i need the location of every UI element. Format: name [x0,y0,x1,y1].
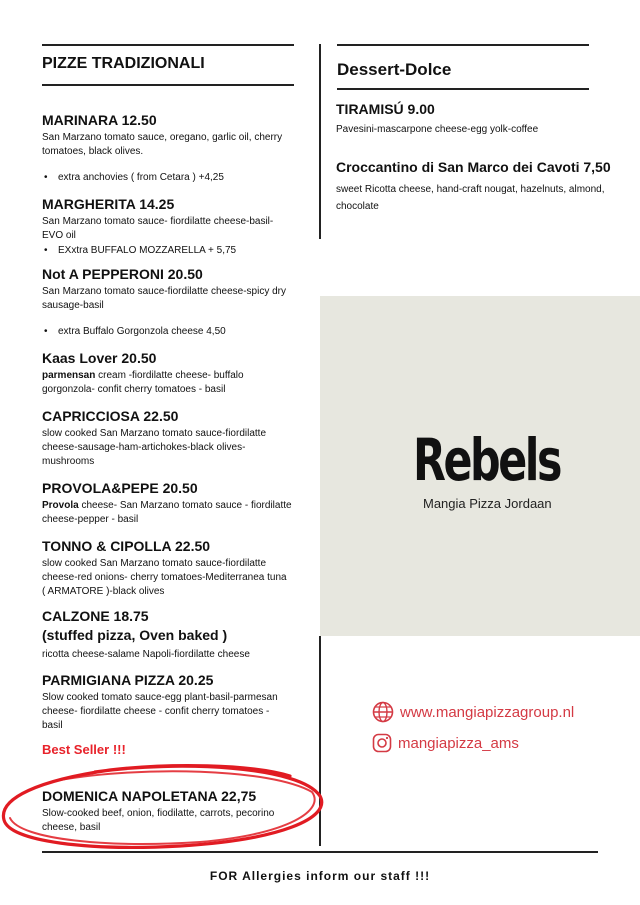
item-desc [42,499,292,527]
dessert-desc: Pavesini-mascarpone cheese-egg yolk-coffee [336,124,539,135]
item-desc: San Marzano tomato sauce- fiordilatte cheese-basil-EVO oil [42,216,274,241]
item-extra: • EXxtra BUFFALO MOZZARELLA + 5,75 [42,244,292,257]
instagram-icon [372,733,392,753]
item-desc: Slow cooked tomato sauce-egg plant-basil-parmesan cheese- fiordilatte cheese - confit cherry tomatoes - basil [42,692,278,731]
rebels-logo: Rebels [413,426,561,494]
website-text: www.mangiapizzagroup.nl [400,703,575,721]
item-desc: San Marzano tomato sauce-fiordilatte cheese-spicy dry sausage-basil [42,286,287,311]
dessert-item-croccantino [336,159,626,215]
item-name: MARGHERITA 14.25 [42,196,175,212]
item-desc-bold: Provola [42,500,79,511]
menu-item-tonno-cipolla [42,538,292,599]
item-name: Not A PEPPERONI 20.50 [42,266,203,282]
item-desc: slow cooked San Marzano tomato sauce-fiordilatte cheese-sausage-ham-artichokes-black olives-mushrooms [42,428,267,467]
item-desc-rest: cheese- San Marzano tomato sauce - fiordilatte cheese-pepper - basil [42,500,292,525]
item-desc: San Marzano tomato sauce, oregano, garlic oil, cherry tomatoes, black olives. [42,132,283,157]
item-name: CALZONE 18.75 [42,608,149,624]
item-name: TONNO & CIPOLLA 22.50 [42,538,211,554]
pizza-section-title: PIZZE TRADIZIONALI [42,55,205,72]
dessert-name: TIRAMISÚ 9.00 [336,101,435,117]
menu-item-capricciosa [42,408,292,469]
right-title-rule-top [337,44,589,46]
globe-icon [372,701,394,723]
menu-item-parmigiana [42,672,292,733]
menu-item-margherita [42,196,292,257]
menu-item-calzone [42,608,292,662]
dessert-name: Croccantino di San Marco dei Cavoti 7,50 [336,159,611,175]
item-extra: • extra anchovies ( from Cetara ) +4,25 [42,171,292,184]
item-name: DOMENICA NAPOLETANA 22,75 [42,788,257,804]
item-desc: ricotta cheese-salame Napoli-fiordilatte cheese [42,649,250,660]
item-name: PARMIGIANA PIZZA 20.25 [42,672,214,688]
item-desc-bold: parmensan [42,370,96,381]
menu-item-domenica-napoletana [42,788,282,835]
right-title-rule-bottom [337,88,589,90]
instagram-text: mangiapizza_ams [398,734,519,752]
menu-item-marinara [42,112,292,184]
left-title-rule-bottom [42,84,294,86]
item-desc [42,369,292,397]
best-seller-label: Best Seller !!! [42,742,126,757]
brand-tagline: Mangia Pizza Jordaan [423,496,552,511]
item-name: PROVOLA&PEPE 20.50 [42,480,198,496]
menu-item-provola-pepe [42,480,292,527]
instagram-link[interactable] [372,733,519,753]
item-name: Kaas Lover 20.50 [42,350,157,366]
left-title-rule-top [42,44,294,46]
item-name: MARINARA 12.50 [42,112,157,128]
item-name: CAPRICCIOSA 22.50 [42,408,179,424]
item-desc-rest: cream -fiordilatte cheese- buffalo gorgonzola- confit cherry tomatoes - basil [42,370,244,395]
footer-rule [42,851,598,853]
item-extra: • extra Buffalo Gorgonzola cheese 4,50 [42,325,292,338]
allergy-notice: FOR Allergies inform our staff !!! [209,869,431,883]
menu-item-not-a-pepperoni [42,266,292,338]
item-desc: Slow-cooked beef, onion, fiodilatte, carrots, pecorino cheese, basil [42,808,275,833]
dessert-section-title: Dessert-Dolce [337,60,452,79]
item-desc: slow cooked San Marzano tomato sauce-fiordilatte cheese-red onions- cherry tomatoes-Mediterranea tuna ( ARMATORE )-black olives [42,558,287,597]
website-link[interactable] [372,701,574,723]
dessert-desc: sweet Ricotta cheese, hand-craft nougat, hazelnuts, almond, chocolate [336,184,605,212]
menu-item-kaas-lover [42,350,292,397]
item-name-subtitle: (stuffed pizza, Oven baked ) [42,627,228,643]
dessert-item-tiramisu [336,101,616,137]
column-divider-top [319,44,321,239]
